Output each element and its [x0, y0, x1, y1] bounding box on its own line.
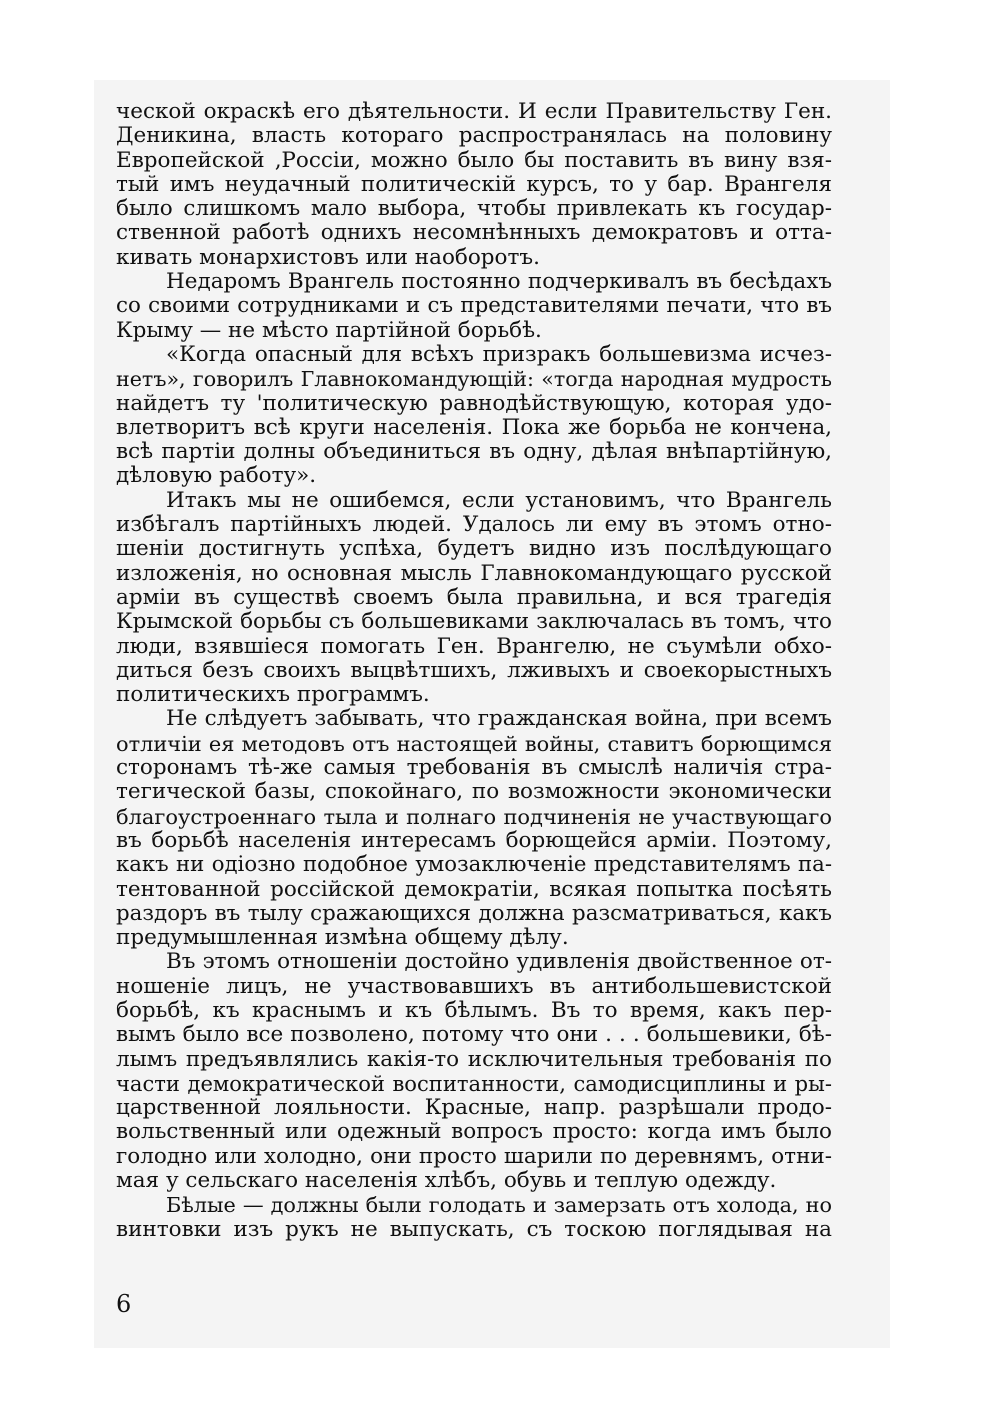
- body-text: [116, 100, 832, 1242]
- text-line: нетъ», говорилъ Главнокомандующій: «тогда народная мудрость: [116, 367, 832, 392]
- text-line: диться безъ своихъ выцвѣтшихъ, лживыхъ и своекорыстныхъ: [116, 657, 832, 683]
- text-line: всѣ партіи долны объединиться въ одну, дѣлая внѣпартійную,: [116, 439, 832, 465]
- text-line: тегической базы, спокойнаго, по возможности экономически: [116, 779, 832, 805]
- text-line: въ борьбѣ населенія интересамъ борющейся арміи. Поэтому,: [116, 827, 832, 853]
- text-line: влетворитъ всѣ круги населенія. Пока же борьба не кончена,: [116, 414, 832, 440]
- text-line: найдетъ ту 'политическую равнодѣйствующую, которая удо-: [116, 390, 832, 416]
- text-line: части демократической воспитанности, самодисциплины и ры-: [116, 1070, 832, 1096]
- text-line: тентованной россійской демократіи, всякая попытка посѣять: [116, 876, 832, 902]
- text-line: благоустроеннаго тыла и полнаго подчиненія не участвующаго: [116, 804, 832, 829]
- text-line: Недаромъ Врангель постоянно подчеркивалъ въ бесѣдахъ: [166, 269, 832, 295]
- text-line: «Когда опасный для всѣхъ призракъ большевизма исчез-: [166, 341, 832, 367]
- text-line: Не слѣдуетъ забывать, что гражданская война, при всемъ: [166, 706, 832, 732]
- text-line: дѣловую работу».: [116, 463, 317, 489]
- text-line: политическихъ программъ.: [116, 682, 430, 708]
- text-line: Бѣлые — должны были голодать и замерзать отъ холода, но: [166, 1193, 832, 1218]
- text-line: шеніи достигнуть успѣха, будетъ видно изъ послѣдующаго: [116, 536, 832, 562]
- text-line: со своими сотрудниками и съ представителями печати, что въ: [116, 293, 832, 319]
- text-line: винтовки изъ рукъ не выпускать, съ тоскою поглядывая на: [116, 1216, 832, 1242]
- text-line: борьбѣ, къ краснымъ и къ бѣлымъ. Въ то время, какъ пер-: [116, 997, 832, 1023]
- text-line: Европейской ‚Россіи, можно было бы поставить въ вину взя-: [116, 147, 832, 173]
- text-line: мая у сельскаго населенія хлѣбъ, обувь и теплую одежду.: [116, 1168, 777, 1194]
- page-number: 6: [116, 1290, 132, 1318]
- text-line: было слишкомъ мало выбора, чтобы привлекать къ государ-: [116, 196, 832, 222]
- text-line: Крыму — не мѣсто партійной борьбѣ.: [116, 317, 542, 343]
- text-line: кивать монархистовъ или наоборотъ.: [116, 244, 540, 270]
- text-line: тый имъ неудачный политическій курсъ, то у бар. Врангеля: [116, 171, 832, 197]
- text-line: Деникина, власть котораго распространялась на половину: [116, 123, 832, 149]
- text-line: отличіи ея методовъ отъ настоящей войны, ставитъ борющимся: [116, 731, 832, 756]
- text-line: ношеніе лицъ, не участвовавшихъ въ антибольшевистской: [116, 973, 832, 999]
- text-line: Въ этомъ отношеніи достойно удивленія двойственное от-: [166, 949, 832, 975]
- text-line: ственной работѣ однихъ несомнѣнныхъ демократовъ и отта-: [116, 220, 832, 246]
- text-line: предумышленная измѣна общему дѣлу.: [116, 925, 569, 951]
- text-line: избѣгалъ партійныхъ людей. Удалось ли ему въ этомъ отно-: [116, 512, 832, 538]
- text-line: какъ ни одіозно подобное умозаключеніе представителямъ па-: [116, 852, 832, 878]
- text-line: ческой окраскѣ его дѣятельности. И если Правительству Ген.: [116, 99, 832, 124]
- text-line: раздоръ въ тылу сражающихся должна разсматриваться, какъ: [116, 900, 832, 926]
- text-line: вольственный или одежный вопросъ просто: когда имъ было: [116, 1119, 832, 1145]
- text-line: голодно или холодно, они просто шарили по деревнямъ, отни-: [116, 1143, 832, 1169]
- text-line: лымъ предъявлялись какія-то исключительныя требованія по: [116, 1046, 832, 1072]
- text-line: изложенія, но основная мысль Главнокомандующаго русской: [116, 560, 832, 586]
- text-line: Крымской борьбы съ большевиками заключалась въ томъ, что: [116, 609, 832, 635]
- text-line: арміи въ существѣ своемъ была правильна, и вся трагедія: [116, 584, 832, 610]
- text-line: Итакъ мы не ошибемся, если установимъ, что Врангель: [166, 487, 832, 513]
- text-line: сторонамъ тѣ-же самыя требованія въ смыслѣ наличія стра-: [116, 755, 832, 781]
- text-line: вымъ было все позволено, потому что они . . . большевики, бѣ-: [116, 1022, 832, 1048]
- text-line: царственной лояльности. Красные, напр. разрѣшали продо-: [116, 1095, 832, 1121]
- text-line: люди, взявшіеся помогать Ген. Врангелю, не съумѣли обхо-: [116, 633, 832, 659]
